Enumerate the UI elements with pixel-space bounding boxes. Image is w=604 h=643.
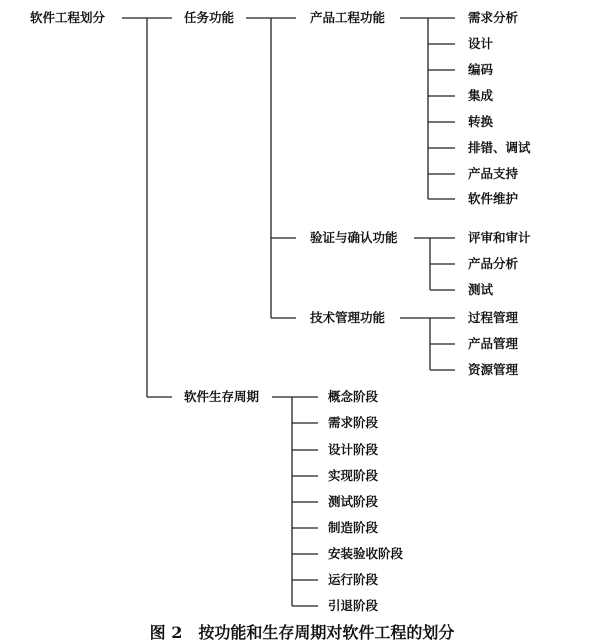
leaf-coding: 编码 — [468, 62, 494, 77]
leaf-requirements-phase: 需求阶段 — [328, 415, 379, 430]
leaf-retirement-phase: 引退阶段 — [328, 598, 379, 613]
node-technical-management: 技术管理功能 — [310, 310, 386, 325]
leaf-testing: 测试 — [468, 282, 494, 297]
leaf-debugging: 排错、调试 — [468, 140, 531, 155]
leaf-design: 设计 — [468, 36, 494, 51]
node-verification-validation: 验证与确认功能 — [310, 230, 398, 245]
leaf-concept-phase: 概念阶段 — [328, 389, 379, 404]
leaf-design-phase: 设计阶段 — [328, 442, 379, 457]
leaf-process-management: 过程管理 — [468, 310, 519, 325]
leaf-manufacturing-phase: 制造阶段 — [328, 520, 379, 535]
node-software-lifecycle: 软件生存周期 — [184, 389, 260, 404]
node-product-engineering: 产品工程功能 — [310, 10, 386, 25]
leaf-requirements-analysis: 需求分析 — [468, 10, 519, 25]
leaf-review-audit: 评审和审计 — [468, 230, 531, 245]
leaf-operation-phase: 运行阶段 — [328, 572, 379, 587]
leaf-conversion: 转换 — [468, 114, 494, 129]
node-root: 软件工程划分 — [30, 10, 106, 25]
leaf-resource-management: 资源管理 — [468, 362, 519, 377]
leaf-installation-acceptance-phase: 安装验收阶段 — [328, 546, 404, 561]
leaf-product-support: 产品支持 — [468, 166, 519, 181]
leaf-test-phase: 测试阶段 — [328, 494, 379, 509]
leaf-implementation-phase: 实现阶段 — [328, 468, 379, 483]
leaf-software-maintenance: 软件维护 — [468, 191, 519, 206]
leaf-integration: 集成 — [468, 88, 494, 103]
node-task-functions: 任务功能 — [184, 10, 235, 25]
leaf-product-management: 产品管理 — [468, 336, 519, 351]
leaf-product-analysis: 产品分析 — [468, 256, 519, 271]
figure-caption: 图 2 按功能和生存周期对软件工程的划分 — [149, 623, 455, 642]
